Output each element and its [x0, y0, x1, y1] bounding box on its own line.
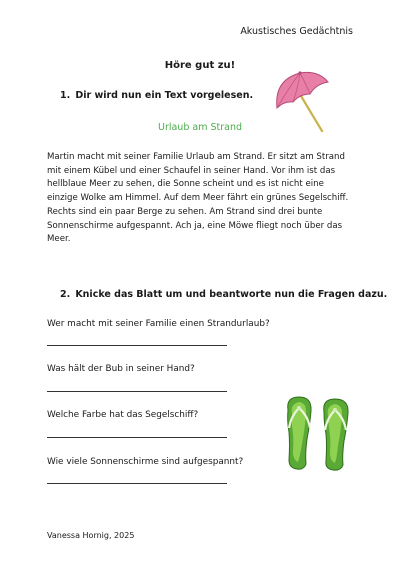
task-2-text: Knicke das Blatt um und beantworte nun die Fragen dazu.	[75, 289, 388, 300]
answer-line-3[interactable]	[47, 437, 227, 438]
footer-author: Vanessa Hornig, 2025	[47, 531, 135, 540]
question-3: Welche Farbe hat das Segelschiff?	[47, 410, 199, 420]
page-title: Höre gut zu!	[164, 60, 236, 71]
task-1	[60, 90, 253, 101]
green-flipflops-icon	[282, 394, 358, 472]
header-title: Akustisches Gedächtnis	[240, 26, 353, 37]
story-text: Martin macht mit seiner Familie Urlaub am Strand. Er sitzt am Strand mit einem Kübel und einer Schaufel in seiner Hand. Vor ihm ist das hellblaue Meer zu sehen, die Sonne scheint und es ist nicht eine einzige Wolke am Himmel. Auf dem Meer fährt ein grünes Segelschiff. Rechts sind ein paar Berge zu sehen. Am Strand sind drei bunte Sonnenschirme aufgespannt. Ach ja, eine Möwe fliegt noch über das Meer.	[47, 152, 349, 245]
question-2: Was hält der Bub in seiner Hand?	[47, 364, 195, 374]
answer-line-2[interactable]	[47, 391, 227, 392]
task-1-number: 1.	[60, 90, 71, 101]
answer-line-4[interactable]	[47, 483, 227, 484]
answer-line-1[interactable]	[47, 345, 227, 346]
task-2	[60, 289, 387, 300]
question-1: Wer macht mit seiner Familie einen Strandurlaub?	[47, 319, 270, 329]
task-2-number: 2.	[60, 289, 71, 300]
task-1-text: Dir wird nun ein Text vorgelesen.	[75, 90, 254, 101]
story-title: Urlaub am Strand	[157, 122, 243, 133]
question-4: Wie viele Sonnenschirme sind aufgespannt?	[47, 457, 244, 467]
